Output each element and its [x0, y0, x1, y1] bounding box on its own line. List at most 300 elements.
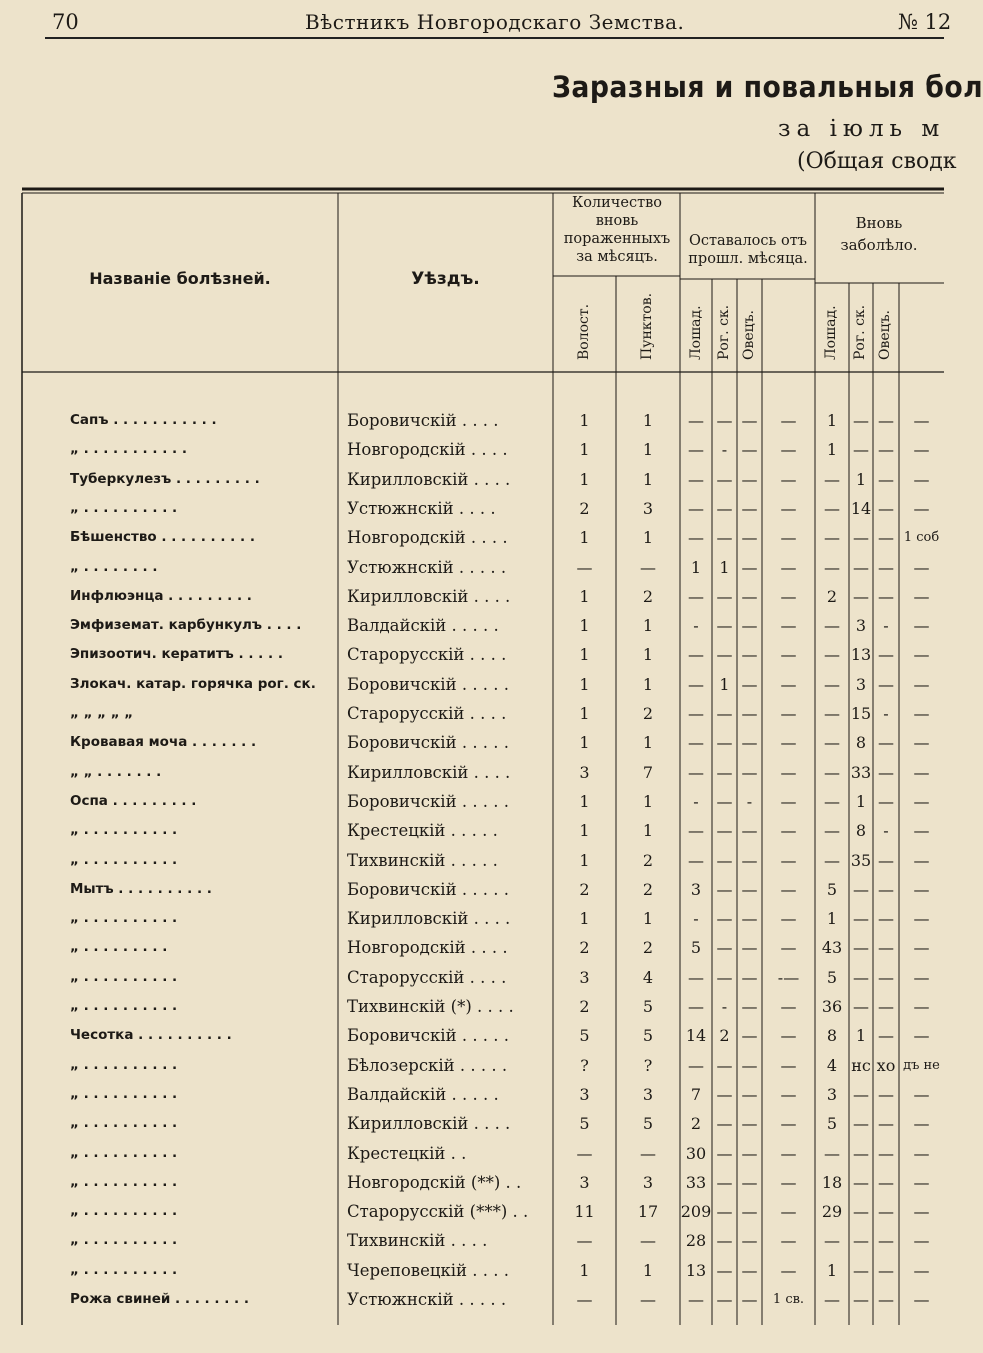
row-value: —	[716, 879, 733, 899]
row-uezd: Валдайскій . . . . .	[347, 616, 499, 636]
row-value: 1	[826, 909, 838, 929]
row-value: 1	[579, 791, 590, 811]
row-value: —	[878, 469, 894, 489]
row-value: —	[878, 557, 894, 577]
row-value: —	[688, 1055, 704, 1075]
row-value: —	[716, 586, 733, 606]
row-disease: „ . . . . . . . . . .	[70, 851, 178, 868]
row-value: 1	[579, 850, 590, 870]
row-uezd: Устюжнскій . . . . .	[347, 1290, 507, 1309]
row-uezd: Новгородскій . . . .	[347, 440, 508, 460]
row-value: -	[721, 997, 728, 1016]
row-value: —	[878, 1290, 894, 1309]
row-value: —	[741, 1260, 758, 1280]
row-value: —	[878, 645, 894, 665]
row-value: —	[716, 498, 733, 518]
row-value: —	[716, 850, 733, 870]
row-value: —	[716, 762, 733, 782]
col-header-kolichestvo: Количество вновь пораженныхъ за мѣсяцъ.	[563, 195, 671, 265]
row-disease: Сапъ . . . . . . . . . . .	[70, 412, 217, 428]
row-value: —	[688, 733, 704, 753]
row-value: —	[780, 1143, 797, 1163]
row-value: -	[883, 821, 889, 841]
row-value: —	[913, 1260, 930, 1280]
row-value: 28	[685, 1231, 707, 1251]
row-value: —	[780, 1084, 797, 1104]
row-value: —	[640, 1143, 656, 1163]
col-header-disease: Названіе болѣзней.	[89, 269, 271, 288]
row-disease: „ . . . . . . . . . .	[70, 499, 178, 516]
row-value: —	[780, 557, 797, 577]
row-value: —	[741, 821, 758, 841]
row-value: —	[824, 1290, 840, 1309]
row-value: 1	[579, 616, 590, 636]
row-value: —	[741, 440, 758, 460]
row-value: —	[878, 440, 894, 460]
row-disease: „ . . . . . . . . . .	[70, 968, 178, 985]
row-value: —	[853, 586, 869, 606]
row-value: хо	[876, 1055, 896, 1075]
row-value: —	[913, 645, 930, 665]
row-value: —	[824, 821, 840, 841]
row-value: —	[576, 1143, 593, 1163]
row-uezd: Устюжнскій . . . . .	[347, 557, 507, 577]
row-value: —	[824, 791, 840, 811]
row-value: 1	[579, 909, 590, 929]
row-value: —	[576, 1231, 593, 1251]
row-value: 1	[690, 557, 702, 577]
row-value: —	[824, 616, 840, 636]
row-value: —	[878, 850, 894, 870]
row-value: —	[716, 411, 733, 430]
row-value: —	[853, 879, 869, 899]
row-uezd: Старорусскій . . . .	[347, 967, 507, 987]
row-value: 2	[579, 879, 590, 899]
row-value: 5	[642, 1114, 654, 1134]
row-value: —	[913, 1114, 930, 1134]
row-value: 13	[850, 645, 872, 665]
col-header-volost: Волост.	[576, 303, 592, 360]
row-value: 5	[579, 1114, 590, 1134]
row-disease: „ . . . . . . . . . .	[70, 1173, 178, 1190]
row-value: —	[688, 528, 704, 548]
row-value: —	[853, 1290, 869, 1309]
row-value: —	[688, 1290, 704, 1309]
row-value: —	[913, 616, 930, 636]
row-value: 43	[821, 938, 843, 958]
row-value: 7	[690, 1084, 702, 1104]
row-value: —	[688, 645, 704, 665]
row-value: —	[913, 762, 930, 782]
row-value: 1	[642, 821, 654, 841]
row-value: —	[576, 1290, 593, 1309]
row-value: —	[688, 850, 704, 870]
row-value: —	[853, 411, 869, 430]
row-value: -	[693, 616, 699, 636]
row-value: —	[741, 704, 758, 723]
row-value: —	[853, 1202, 869, 1222]
row-value: —	[853, 1260, 869, 1280]
row-value: 1	[579, 586, 590, 606]
row-value: 11	[574, 1202, 595, 1222]
row-value: 1	[719, 674, 730, 694]
row-value: —	[640, 1231, 656, 1251]
row-value: —	[741, 469, 758, 489]
row-value: 2	[826, 586, 838, 606]
row-value: —	[913, 440, 930, 460]
row-disease: „ . . . . . . . .	[70, 558, 158, 575]
row-uezd: Боровичскій . . . .	[347, 411, 499, 430]
row-value: 3	[579, 1084, 590, 1104]
row-uezd: Новгородскій (**) . .	[347, 1172, 522, 1192]
row-value: —	[913, 997, 930, 1016]
row-value: 3	[642, 1172, 654, 1192]
row-value: —	[878, 997, 894, 1016]
row-value: 1	[855, 1026, 867, 1046]
row-value: —	[640, 1290, 656, 1309]
row-uezd: Старорусскій . . . .	[347, 704, 507, 723]
row-value: —	[688, 967, 704, 987]
row-value: —	[878, 528, 894, 548]
row-value: 8	[826, 1026, 838, 1046]
row-value: 1	[579, 469, 590, 489]
row-disease: Бѣшенство . . . . . . . . . .	[70, 529, 255, 546]
row-value: —	[780, 850, 797, 870]
row-value: —	[741, 909, 758, 929]
row-disease: „ . . . . . . . . . .	[70, 1261, 178, 1278]
row-value: —	[824, 645, 840, 665]
row-disease: „ . . . . . . . . . . .	[70, 441, 187, 458]
row-value: —	[688, 469, 704, 489]
row-value: —	[853, 967, 869, 987]
row-value: -	[883, 616, 889, 636]
row-value: 1	[642, 616, 654, 636]
row-value: 8	[855, 821, 867, 841]
row-value: —	[878, 1143, 894, 1163]
row-value: -	[883, 704, 889, 723]
row-value: —	[913, 850, 930, 870]
row-value: —	[824, 762, 840, 782]
row-disease: „ . . . . . . . . . .	[70, 998, 178, 1014]
row-value: —	[913, 967, 930, 987]
row-value: —	[913, 469, 930, 489]
col-header-uezd: Уѣздъ.	[411, 269, 480, 289]
row-value: —	[780, 1231, 797, 1251]
row-value: 8	[855, 733, 867, 753]
row-value: —	[741, 586, 758, 606]
row-value: 17	[637, 1202, 659, 1222]
row-value: —	[878, 1202, 894, 1222]
row-value: 5	[826, 1114, 838, 1134]
row-value: —	[913, 1290, 930, 1309]
row-value: —	[716, 1114, 733, 1134]
col-header-rog-sk-new: Рог. ск.	[852, 304, 868, 360]
row-uezd: Боровичскій . . . . .	[347, 733, 510, 753]
row-value: —	[853, 909, 869, 929]
row-value: —	[741, 645, 758, 665]
row-value: —	[780, 616, 797, 636]
row-value: 1	[826, 440, 838, 460]
row-value: —	[716, 1260, 733, 1280]
row-value: —	[741, 1172, 758, 1192]
row-value: 1	[579, 704, 590, 723]
row-value: —	[824, 469, 840, 489]
row-value: 4	[826, 1055, 838, 1075]
row-value: —	[913, 733, 930, 753]
row-disease: „ . . . . . . . . . .	[70, 1056, 178, 1073]
row-value: —	[824, 704, 840, 723]
row-value: 35	[850, 850, 872, 870]
row-disease: Рожа свиней . . . . . . . .	[70, 1291, 249, 1307]
row-value: —	[688, 704, 704, 723]
row-value: 3	[690, 879, 702, 899]
row-value: 15	[850, 704, 872, 723]
row-value: —	[716, 733, 733, 753]
row-value: —	[780, 1172, 797, 1192]
row-value: —	[853, 440, 869, 460]
row-value: 2	[719, 1026, 730, 1046]
row-value: 1	[579, 440, 590, 460]
row-value: —	[824, 528, 840, 548]
row-value: —	[716, 1290, 733, 1309]
row-value: 1	[579, 1260, 590, 1280]
row-disease: Чесотка . . . . . . . . . .	[70, 1027, 232, 1044]
row-value: —	[716, 1231, 733, 1251]
row-value: —	[741, 762, 758, 782]
col-header-ostavalos: Оставалось отъ прошл. мѣсяца.	[688, 233, 808, 267]
row-value: 1	[855, 791, 867, 811]
row-value: 5	[579, 1026, 590, 1046]
row-value: 1	[642, 528, 654, 548]
row-value: 2	[579, 997, 590, 1016]
row-value: 3	[579, 1172, 590, 1192]
row-value: —	[913, 586, 930, 606]
row-value: —	[913, 1172, 930, 1192]
row-value: 3	[579, 967, 590, 987]
row-value: 1 соб	[903, 530, 940, 546]
row-value: —	[913, 557, 930, 577]
row-value: —	[913, 498, 930, 518]
row-value: —	[741, 616, 758, 636]
row-value: —	[640, 557, 656, 577]
row-value: 3	[855, 616, 867, 636]
row-value: 1	[642, 909, 654, 929]
row-value: 1	[579, 674, 590, 694]
col-header-rog-sk-prev: Рог. ск.	[716, 304, 732, 360]
row-value: —	[741, 1143, 758, 1163]
row-disease: Инфлюэнца . . . . . . . . .	[70, 587, 252, 604]
row-value: -—	[777, 967, 800, 987]
row-disease: „ . . . . . . . . . .	[70, 822, 178, 839]
row-value: дъ не	[903, 1057, 940, 1073]
row-value: —	[878, 498, 894, 518]
row-value: -	[693, 791, 699, 811]
row-value: —	[688, 674, 704, 694]
row-value: —	[688, 411, 704, 430]
row-value: —	[716, 909, 733, 929]
row-value: —	[913, 879, 930, 899]
row-value: —	[741, 997, 758, 1016]
row-value: —	[878, 1172, 894, 1192]
row-uezd: Кирилловскій . . . .	[347, 1114, 511, 1134]
row-value: —	[878, 1231, 894, 1251]
row-value: 2	[690, 1114, 702, 1134]
row-value: —	[741, 411, 758, 430]
row-uezd: Бѣлозерскій . . . . .	[347, 1055, 508, 1075]
row-disease: „ . . . . . . . . . .	[70, 1085, 178, 1102]
row-value: —	[741, 528, 758, 548]
row-uezd: Устюжнскій . . . .	[347, 498, 496, 518]
row-uezd: Тихвинскій . . . . .	[347, 850, 498, 870]
row-value: —	[780, 411, 797, 430]
row-value: —	[780, 586, 797, 606]
table-title: Заразныя и повальныя бол	[552, 70, 983, 104]
row-value: —	[716, 1055, 733, 1075]
row-value: —	[913, 1231, 930, 1251]
row-uezd: Новгородскій . . . .	[347, 528, 508, 548]
row-value: —	[878, 674, 894, 694]
row-value: ?	[580, 1055, 589, 1075]
row-value: —	[741, 674, 758, 694]
row-value: 2	[579, 938, 590, 958]
row-uezd: Тихвинскій (*) . . . .	[347, 997, 514, 1016]
row-value: —	[741, 733, 758, 753]
row-uezd: Боровичскій . . . . .	[347, 674, 510, 694]
row-value: —	[688, 440, 704, 460]
row-value: 5	[826, 879, 838, 899]
row-value: —	[780, 762, 797, 782]
row-value: 2	[642, 586, 654, 606]
row-value: —	[913, 674, 930, 694]
row-uezd: Крестецкій . .	[347, 1143, 467, 1163]
row-value: 7	[642, 762, 654, 782]
col-header-vnov: Вновь заболѣло.	[840, 214, 918, 254]
row-value: —	[716, 938, 733, 958]
row-value: 1	[642, 1260, 654, 1280]
row-value: -	[693, 909, 699, 929]
row-value: —	[741, 1290, 758, 1309]
row-value: —	[716, 791, 733, 811]
row-value: —	[913, 938, 930, 958]
row-value: 1	[642, 733, 654, 753]
row-value: нс	[851, 1055, 871, 1075]
row-value: —	[780, 1055, 797, 1075]
row-value: —	[780, 1202, 797, 1222]
row-value: 3	[642, 1084, 654, 1104]
row-disease: „ „ „ „ „	[70, 705, 134, 721]
row-disease: „ . . . . . . . . . .	[70, 1115, 178, 1132]
row-value: —	[780, 440, 797, 460]
row-value: 33	[685, 1172, 707, 1192]
row-value: —	[824, 498, 840, 518]
row-value: —	[824, 557, 840, 577]
row-value: 4	[642, 967, 654, 987]
row-value: —	[688, 586, 704, 606]
row-value: 2	[642, 850, 654, 870]
row-value: —	[878, 1026, 894, 1046]
row-value: 209	[680, 1202, 712, 1222]
row-value: —	[853, 1084, 869, 1104]
row-uezd: Боровичскій . . . . .	[347, 1026, 510, 1046]
row-value: —	[824, 674, 840, 694]
row-value: 1 св.	[772, 1292, 805, 1307]
row-value: —	[913, 909, 930, 929]
row-value: 5	[642, 1026, 654, 1046]
row-value: -	[746, 791, 753, 811]
row-value: —	[913, 1202, 930, 1222]
row-value: —	[716, 1143, 733, 1163]
row-value: —	[878, 1084, 894, 1104]
row-value: 1	[642, 469, 654, 489]
row-value: —	[716, 821, 733, 841]
row-value: —	[780, 674, 797, 694]
row-value: —	[878, 879, 894, 899]
row-uezd: Крестецкій . . . . .	[347, 821, 498, 841]
row-uezd: Старорусскій . . . .	[347, 645, 507, 665]
row-value: 3	[579, 762, 590, 782]
row-value: 2	[642, 938, 654, 958]
row-value: —	[853, 1172, 869, 1192]
row-value: 1	[642, 791, 654, 811]
row-uezd: Череповецкій . . . .	[347, 1260, 509, 1280]
row-value: —	[913, 1143, 930, 1163]
row-disease: Эпизоотич. кератитъ . . . . .	[70, 646, 283, 663]
row-value: —	[688, 997, 704, 1016]
row-value: —	[878, 967, 894, 987]
row-value: —	[780, 704, 797, 723]
row-value: —	[741, 498, 758, 518]
row-value: —	[780, 879, 797, 899]
row-value: —	[741, 1026, 758, 1046]
row-value: 1	[642, 440, 654, 460]
row-value: —	[853, 938, 869, 958]
row-value: —	[688, 762, 704, 782]
row-value: —	[780, 791, 797, 811]
row-value: —	[878, 733, 894, 753]
row-value: 36	[821, 997, 843, 1016]
row-value: —	[741, 1231, 758, 1251]
row-disease: „ . . . . . . . . . .	[70, 1144, 178, 1161]
row-value: 3	[855, 674, 867, 694]
row-value: 18	[821, 1172, 843, 1192]
row-value: —	[688, 821, 704, 841]
row-value: —	[741, 1114, 758, 1134]
row-value: —	[741, 938, 758, 958]
row-value: 30	[685, 1143, 707, 1163]
row-value: 33	[850, 762, 872, 782]
row-value: —	[741, 1202, 758, 1222]
row-value: —	[878, 791, 894, 811]
row-value: 1	[855, 469, 867, 489]
row-value: 1	[642, 411, 654, 430]
table-subtitle: за іюль м	[778, 116, 946, 142]
row-uezd: Старорусскій (***) . .	[347, 1202, 529, 1222]
row-uezd: Тихвинскій . . . .	[347, 1231, 488, 1251]
row-value: —	[716, 469, 733, 489]
row-value: —	[716, 704, 733, 723]
row-value: —	[716, 1172, 733, 1192]
row-value: —	[878, 411, 894, 430]
row-uezd: Кирилловскій . . . .	[347, 909, 511, 929]
row-value: —	[824, 850, 840, 870]
row-value: —	[780, 1026, 797, 1046]
row-value: —	[824, 1231, 840, 1251]
row-value: 3	[642, 498, 654, 518]
issue-number: № 12	[898, 10, 952, 34]
row-value: —	[824, 733, 840, 753]
row-disease: „ . . . . . . . . . .	[70, 910, 178, 927]
row-value: ?	[643, 1055, 653, 1075]
